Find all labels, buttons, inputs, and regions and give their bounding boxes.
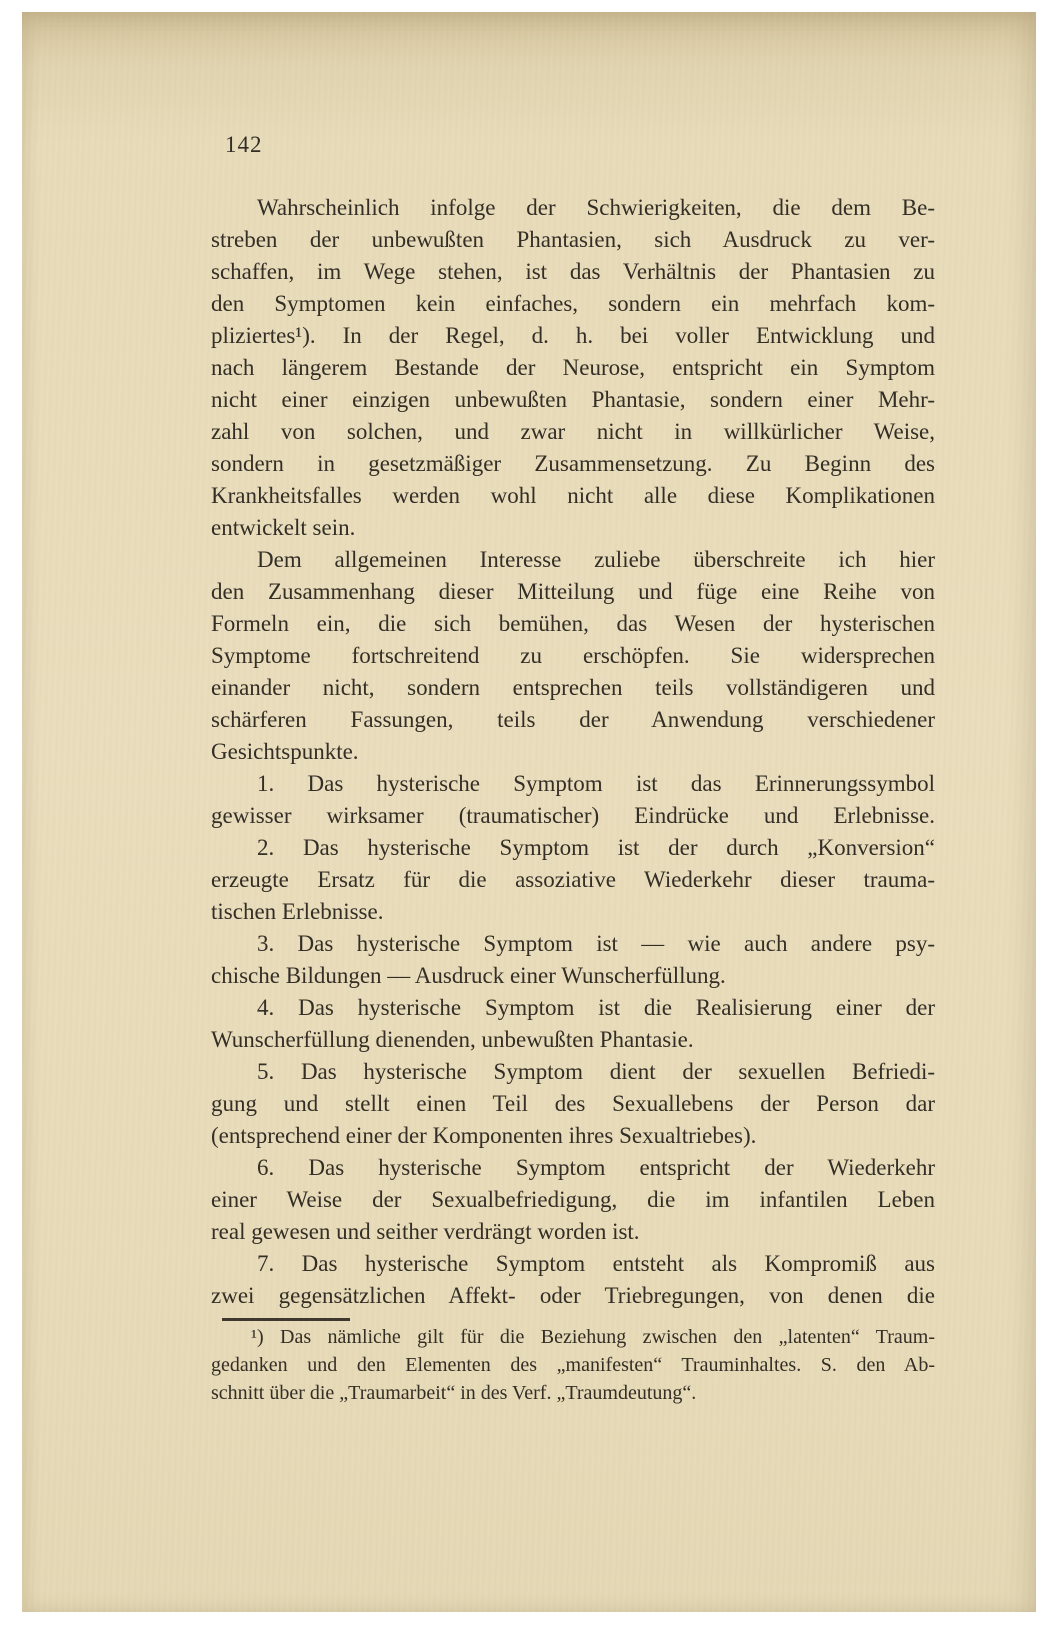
text-line: schärferen Fassungen, teils der Anwendung verschiedener xyxy=(211,707,935,732)
text-line: 3. Das hysterische Symptom ist — wie auch andere psy- xyxy=(257,931,935,956)
page-number: 142 xyxy=(225,132,263,157)
text-line: Wunscherfüllung dienenden, unbewußten Phantasie. xyxy=(211,1027,694,1052)
paragraph xyxy=(211,192,935,544)
numbered-item-6 xyxy=(211,1152,935,1248)
text-line: Wahrscheinlich infolge der Schwierigkeiten, die dem Be- xyxy=(257,195,935,220)
footnote-line: gedanken und den Elementen des „manifesten“ Trauminhaltes. S. den Ab- xyxy=(211,1354,935,1376)
text-line: einer Weise der Sexualbefriedigung, die im infantilen Leben xyxy=(211,1187,935,1212)
text-line: gewisser wirksamer (traumatischer) Eindrücke und Erlebnisse. xyxy=(211,803,935,828)
footnote-line: ¹) Das nämliche gilt für die Beziehung zwischen den „latenten“ Traum- xyxy=(251,1326,935,1348)
numbered-item-3 xyxy=(211,928,935,992)
text-line: Dem allgemeinen Interesse zuliebe überschreite ich hier xyxy=(257,547,935,572)
numbered-item-5 xyxy=(211,1056,935,1152)
text-line: (entsprechend einer der Komponenten ihres Sexualtriebes). xyxy=(211,1123,757,1148)
text-line: 4. Das hysterische Symptom ist die Realisierung einer der xyxy=(257,995,935,1020)
text-line: 1. Das hysterische Symptom ist das Erinnerungssymbol xyxy=(257,771,935,796)
text-line: 6. Das hysterische Symptom entspricht der Wiederkehr xyxy=(257,1155,935,1180)
text-line: einander nicht, sondern entsprechen teils vollständigeren und xyxy=(211,675,935,700)
text-line: 5. Das hysterische Symptom dient der sexuellen Befriedi- xyxy=(257,1059,935,1084)
text-line: Formeln ein, die sich bemühen, das Wesen der hysterischen xyxy=(211,611,935,636)
scanned-book-page xyxy=(22,12,1036,1612)
text-line: tischen Erlebnisse. xyxy=(211,899,384,924)
footnote-separator-rule xyxy=(222,1318,350,1321)
numbered-item-2 xyxy=(211,832,935,928)
text-line: nach längerem Bestande der Neurose, entspricht ein Symptom xyxy=(211,355,935,380)
text-line: schaffen, im Wege stehen, ist das Verhältnis der Phantasien zu xyxy=(211,259,935,284)
text-line: gung und stellt einen Teil des Sexuallebens der Person dar xyxy=(211,1091,935,1116)
text-line: Gesichtspunkte. xyxy=(211,739,359,764)
text-line: sondern in gesetzmäßiger Zusammensetzung. Zu Beginn des xyxy=(211,451,935,476)
text-line: erzeugte Ersatz für die assoziative Wiederkehr dieser trauma- xyxy=(211,867,935,892)
text-line: den Symptomen kein einfaches, sondern ein mehrfach kom- xyxy=(211,291,935,316)
text-line: zahl von solchen, und zwar nicht in willkürlicher Weise, xyxy=(211,419,935,444)
text-line: chische Bildungen — Ausdruck einer Wunscherfüllung. xyxy=(211,963,726,988)
text-line: 2. Das hysterische Symptom ist der durch „Konversion“ xyxy=(257,835,935,860)
footnote-line: schnitt über die „Traumarbeit“ in des Verf. „Traumdeutung“. xyxy=(211,1382,697,1404)
text-line: entwickelt sein. xyxy=(211,515,356,540)
numbered-item-7 xyxy=(211,1248,935,1312)
text-line: pliziertes¹). In der Regel, d. h. bei voller Entwicklung und xyxy=(211,323,935,348)
text-line: nicht einer einzigen unbewußten Phantasie, sondern einer Mehr- xyxy=(211,387,935,412)
text-line: Krankheitsfalles werden wohl nicht alle diese Komplikationen xyxy=(211,483,935,508)
text-line: Symptome fortschreitend zu erschöpfen. Sie widersprechen xyxy=(211,643,935,668)
text-line: zwei gegensätzlichen Affekt- oder Triebregungen, von denen die xyxy=(211,1283,935,1308)
body-text xyxy=(211,192,935,1312)
numbered-item-4 xyxy=(211,992,935,1056)
numbered-item-1 xyxy=(211,768,935,832)
text-line: den Zusammenhang dieser Mitteilung und füge eine Reihe von xyxy=(211,579,935,604)
text-line: real gewesen und seither verdrängt worden ist. xyxy=(211,1219,640,1244)
paragraph xyxy=(211,544,935,768)
footnote xyxy=(211,1323,935,1407)
text-line: 7. Das hysterische Symptom entsteht als Kompromiß aus xyxy=(257,1251,935,1276)
text-line: streben der unbewußten Phantasien, sich Ausdruck zu ver- xyxy=(211,227,935,252)
